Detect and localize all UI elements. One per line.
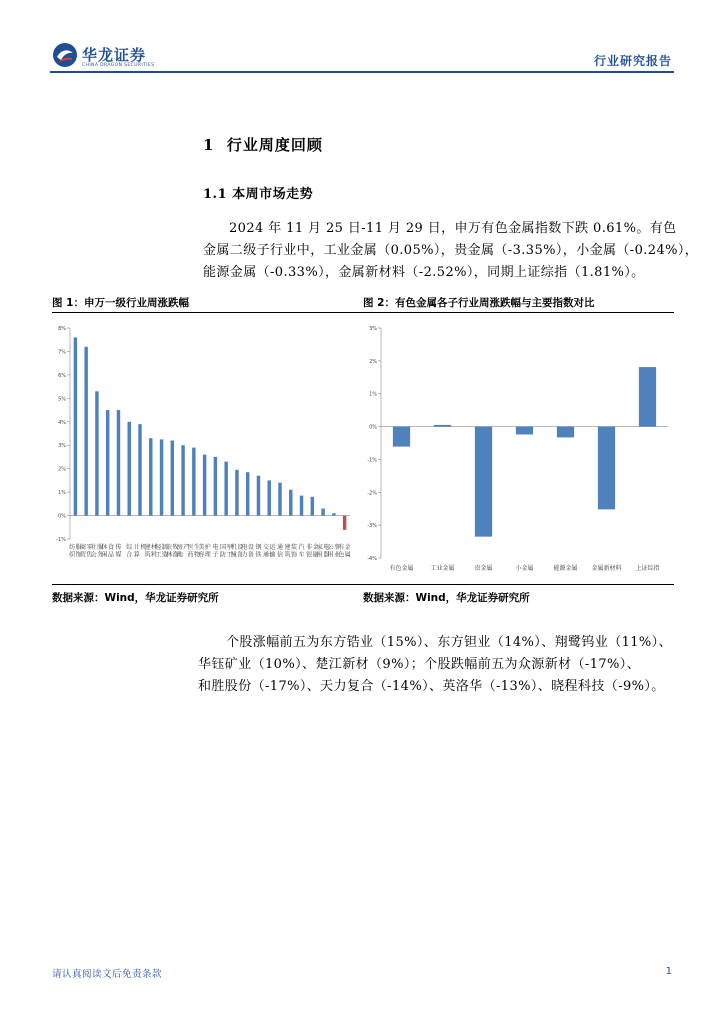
x-tick-label: 传媒 — [115, 544, 122, 559]
market-summary-paragraph — [203, 218, 699, 284]
y-tick-label: -1% — [56, 537, 66, 543]
y-tick-label: -2% — [367, 490, 377, 497]
y-tick-label: 2% — [58, 466, 66, 473]
y-tick-label: 8% — [58, 326, 66, 332]
y-tick-label: 2% — [369, 358, 377, 365]
x-tick-label: 交通运输 — [263, 544, 276, 559]
header-divider — [50, 71, 674, 73]
x-tick-label: 电子 — [212, 544, 219, 559]
subsection-number: 1.1 — [203, 187, 228, 202]
bar — [181, 445, 184, 515]
x-tick-label: 非银金融 — [306, 544, 319, 559]
y-tick-label: 0% — [369, 424, 377, 431]
bar — [268, 480, 271, 515]
stock-movers-paragraph — [198, 632, 674, 698]
bar — [516, 427, 533, 435]
x-tick-label: 贵金属 — [474, 565, 493, 572]
y-tick-label: -3% — [367, 523, 377, 530]
header — [0, 0, 724, 80]
bar — [289, 490, 292, 516]
bar — [138, 424, 141, 515]
y-tick-label: 6% — [58, 372, 66, 379]
report-type: 行业研究报告 — [593, 54, 672, 68]
y-tick-label: 1% — [369, 391, 377, 398]
x-tick-label: 医药生物 — [187, 544, 201, 559]
bar — [434, 425, 451, 427]
y-tick-label: -1% — [367, 457, 377, 464]
x-tick-label: 社会服务 — [90, 544, 104, 559]
y-tick-label: 1% — [58, 490, 66, 497]
bar — [203, 455, 206, 516]
chart-nonferrous-subindustry-change — [363, 314, 674, 582]
bar — [235, 470, 238, 516]
x-tick-label: 农林牧渔 — [166, 544, 179, 559]
x-tick-label: 上证综指 — [635, 565, 660, 572]
x-tick-label: 金属新材料 — [591, 565, 622, 572]
x-tick-label: 建筑装饰 — [284, 544, 297, 559]
bar — [171, 441, 174, 516]
logo-text: 华龙证券 — [82, 46, 147, 64]
x-tick-label: 汽车 — [298, 544, 305, 559]
x-tick-label: 小金属 — [515, 565, 534, 572]
bar — [300, 496, 303, 516]
bar — [278, 483, 281, 516]
x-tick-label: 综合 — [126, 544, 133, 559]
x-tick-label: 工业金属 — [430, 565, 455, 572]
chart-industry-weekly-change — [52, 314, 357, 582]
x-tick-label: 通信 — [276, 544, 284, 559]
subsection-title: 本周市场走势 — [232, 187, 314, 202]
bar — [95, 391, 98, 515]
footer-disclaimer: 请认真阅读文后免责条款 — [52, 969, 163, 980]
bar — [160, 439, 163, 515]
bar — [475, 427, 492, 537]
figure-top-rule — [52, 312, 674, 313]
bar — [84, 347, 87, 516]
x-tick-label: 美容护理 — [198, 544, 211, 559]
y-tick-label: 3% — [369, 326, 377, 332]
y-tick-label: 7% — [58, 349, 66, 356]
bar — [224, 462, 227, 516]
paragraph-line: 和胜股份（-17%）、天力复合（-14%）、英洛华（-13%）、晓程科技（-9%）。 — [198, 679, 665, 694]
bar — [343, 516, 346, 530]
subsection-heading — [203, 183, 313, 202]
bar — [257, 476, 260, 516]
paragraph-line: 金属二级子行业中，工业金属（0.05%），贵金属（-3.35%），小金属（-0.24%）， — [203, 243, 699, 258]
bar — [639, 367, 656, 426]
x-tick-label: 机械设备 — [230, 544, 244, 559]
x-tick-label: 电力设备 — [241, 544, 254, 559]
logo-subtitle: CHINA DRAGON SECURITIES — [82, 63, 155, 68]
bar — [332, 513, 335, 515]
paragraph-line: 能源金属（-0.33%），金属新材料（-2.52%），同期上证综指（1.81%）。 — [203, 265, 645, 280]
x-tick-label: 纺织服饰 — [69, 544, 82, 559]
section-title: 行业周度回顾 — [226, 136, 323, 154]
bar — [311, 497, 314, 516]
x-tick-label: 有色金属 — [389, 565, 414, 572]
y-tick-label: 4% — [58, 419, 66, 426]
y-tick-label: 5% — [58, 396, 66, 403]
bar — [192, 448, 195, 516]
x-tick-label: 公用事业 — [327, 544, 341, 559]
x-tick-label: 能源金属 — [553, 565, 578, 572]
paragraph-line: 2024 年 11 月 25 日-11 月 29 日，申万有色金属指数下跌 0.61%。有色 — [229, 221, 677, 236]
y-tick-label: 0% — [58, 513, 66, 520]
figure2-title: 图 2：有色金属各子行业周涨跌幅与主要指数对比 — [363, 297, 595, 309]
bar — [557, 427, 574, 438]
bar — [149, 438, 152, 515]
bar — [321, 509, 324, 516]
x-tick-label: 轻工制造 — [155, 544, 168, 559]
bar — [393, 427, 410, 447]
x-tick-label: 计算机 — [133, 544, 147, 559]
paragraph-line: 个股涨幅前五为东方锆业（15%）、东方钽业（14%）、翔鹭钨业（11%）、 — [226, 635, 672, 650]
figure1-title: 图 1：申万一级行业周涨跌幅 — [52, 297, 189, 309]
x-tick-label: 房地产 — [176, 544, 190, 559]
paragraph-line: 华钰矿业（10%）、楚江新材（9%）；个股跌幅前五为众源新材（-17%）、 — [198, 657, 641, 672]
y-tick-label: -4% — [367, 556, 377, 562]
x-tick-label: 商贸零售 — [79, 544, 93, 559]
x-tick-label: 钢铁 — [255, 544, 262, 559]
y-tick-label: 3% — [58, 443, 66, 450]
figure2-source: 数据来源：Wind，华龙证券研究所 — [363, 592, 530, 604]
x-tick-label: 有色金属 — [338, 544, 351, 559]
bar — [214, 457, 217, 516]
section-number: 1 — [203, 136, 215, 154]
x-tick-label: 建筑材料 — [144, 544, 157, 559]
bar — [128, 422, 131, 516]
bar — [246, 472, 249, 515]
figure-bottom-rule — [52, 584, 674, 585]
section-heading — [203, 134, 323, 155]
bar — [117, 410, 120, 516]
bar — [106, 410, 109, 516]
page-number: 1 — [665, 966, 672, 977]
x-tick-label: 休闲食品 — [101, 544, 114, 559]
bar — [598, 427, 615, 510]
x-tick-label: 家用电器 — [316, 544, 330, 559]
x-tick-label: 国防军工 — [219, 544, 233, 559]
bar — [74, 337, 77, 515]
logo-icon — [52, 42, 78, 68]
figure1-source: 数据来源：Wind，华龙证券研究所 — [52, 592, 219, 604]
